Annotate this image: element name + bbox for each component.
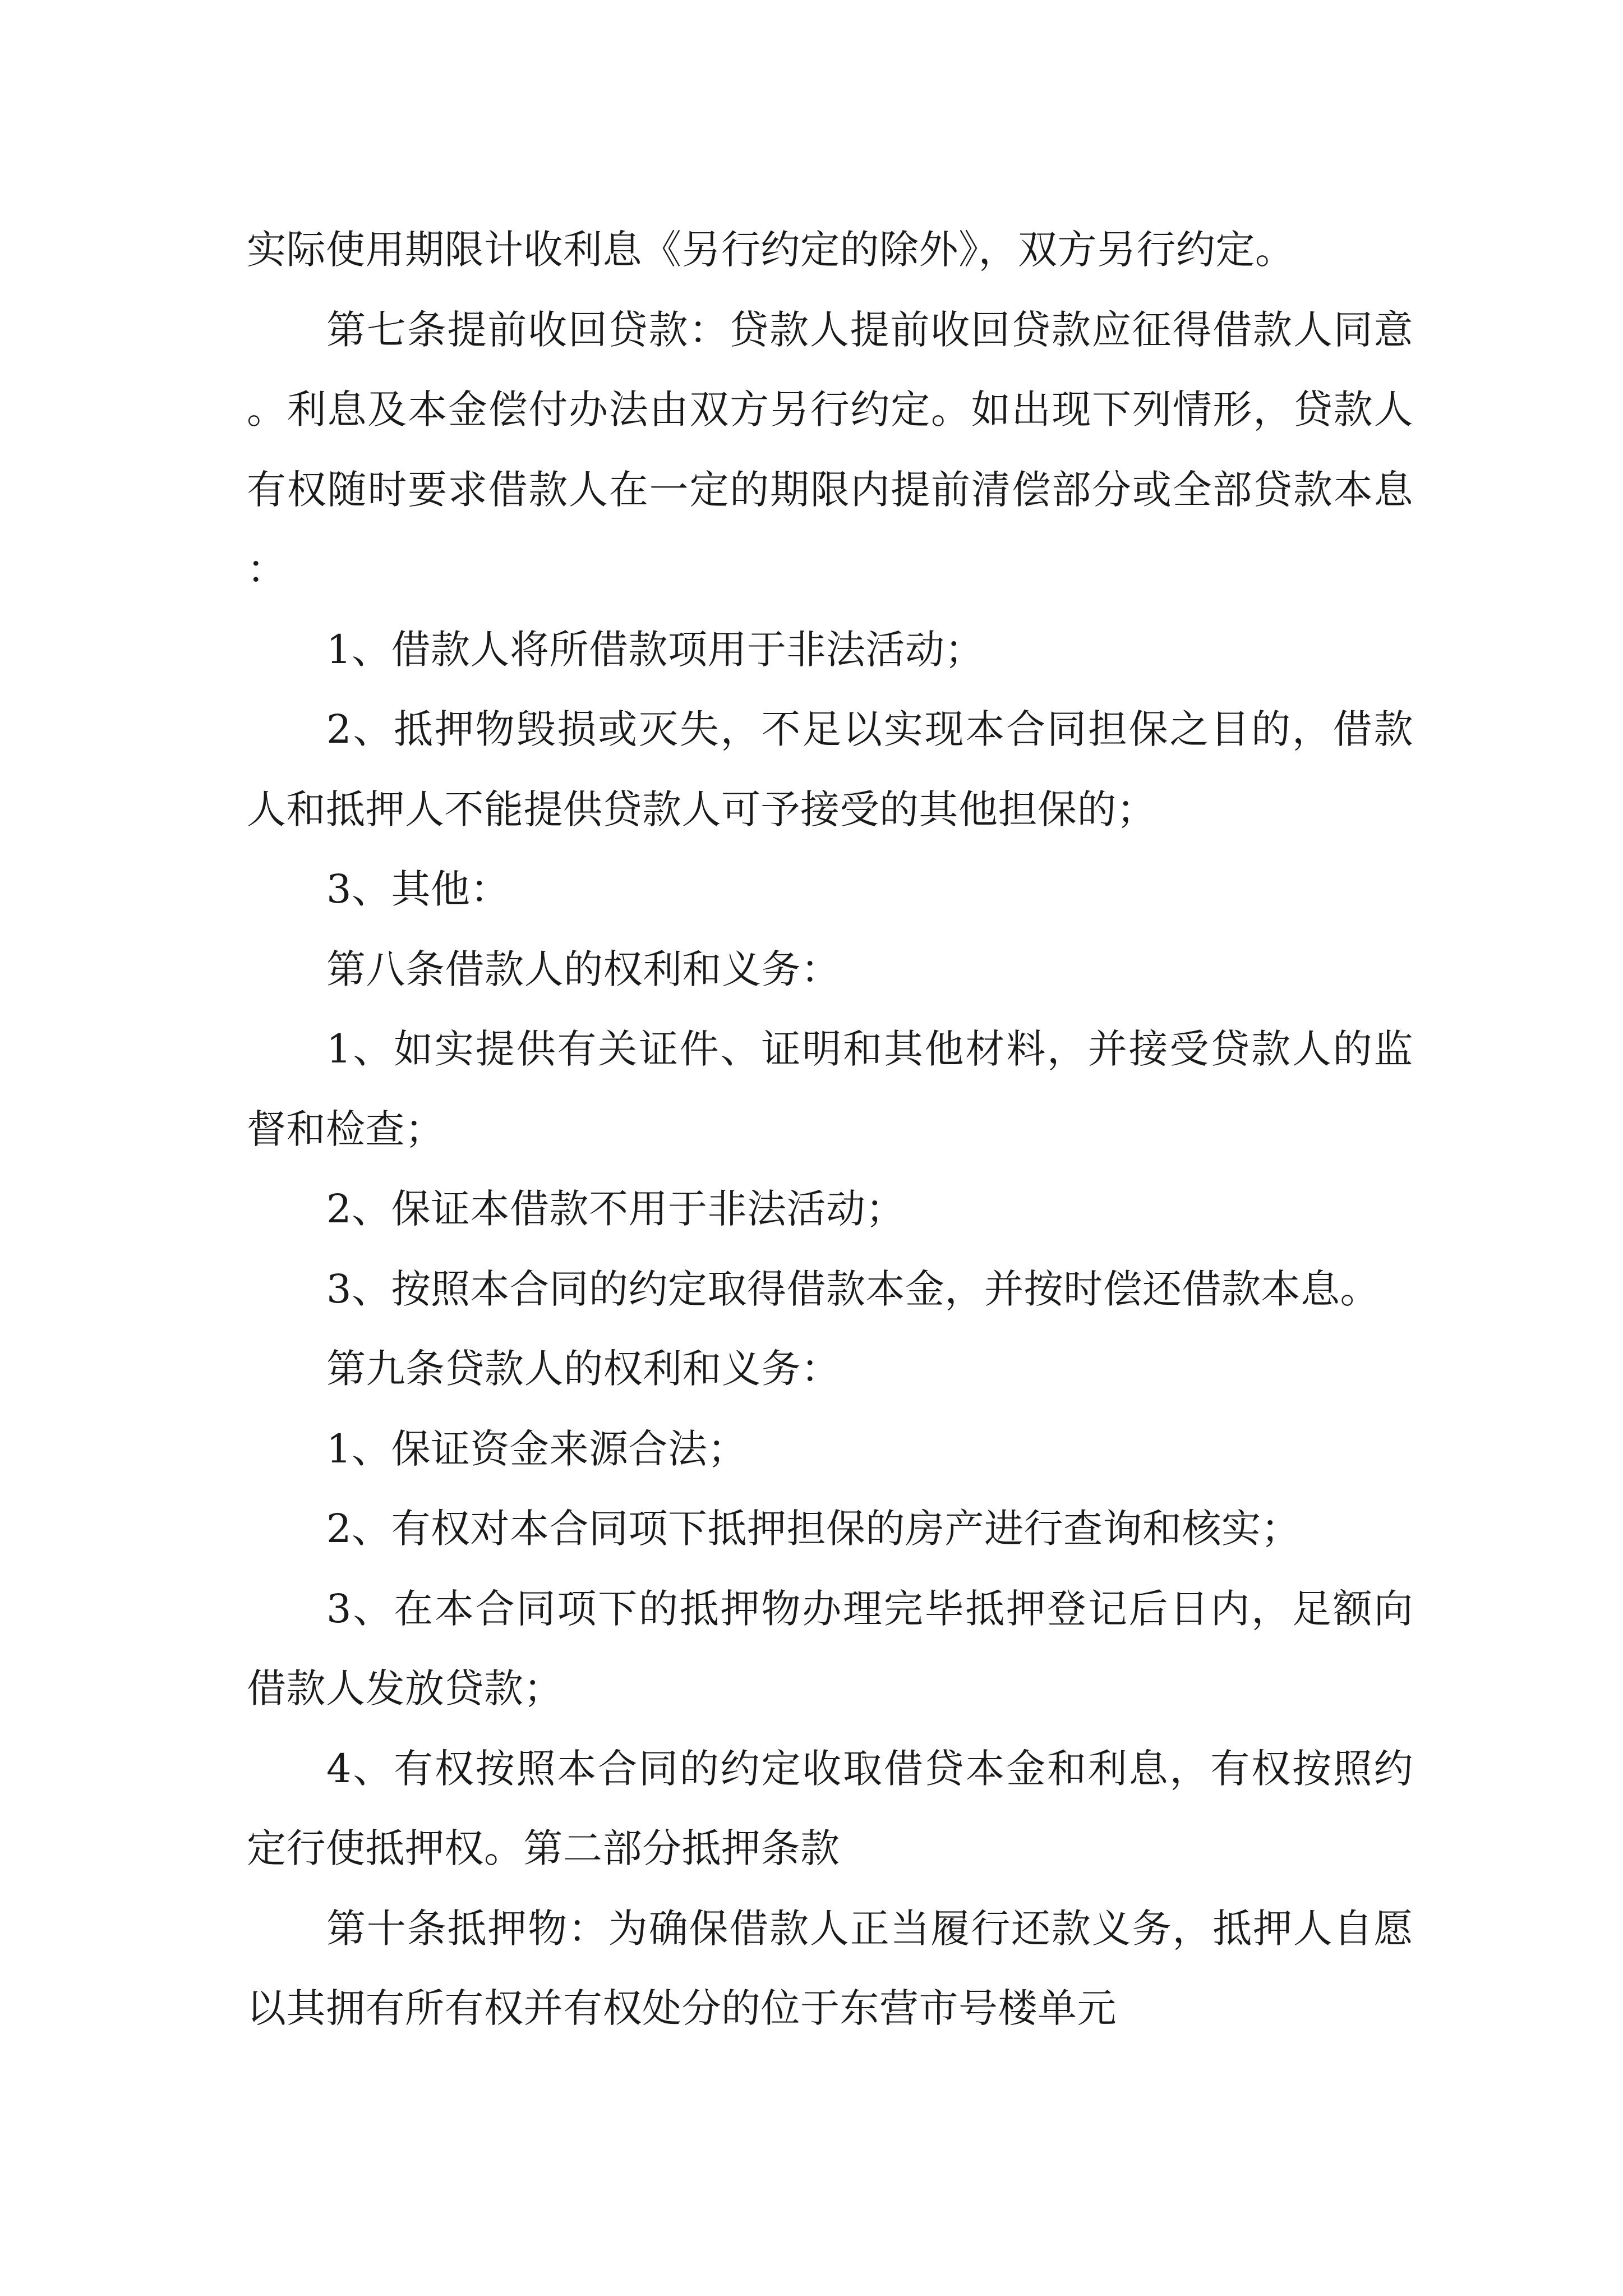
paragraph-article-9-item-3: 3、在本合同项下的抵押物办理完毕抵押登记后日内，足额向借款人发放贷款； [247, 1585, 1413, 1711]
paragraph-article-9-heading: 第九条贷款人的权利和义务： [326, 1346, 841, 1392]
paragraph-article-10-collateral: 第十条抵押物：为确保借款人正当履行还款义务，抵押人自愿以其拥有所有权并有权处分的位于东营市号楼单元 [247, 1905, 1413, 2031]
paragraph-article-7-early-recall: 第七条提前收回贷款：贷款人提前收回贷款应征得借款人同意。利息及本金偿付办法由双方另行约定。如出现下列情形，贷款人有权随时要求借款人在一定的期限内提前清偿部分或全部贷款本息： [247, 306, 1413, 592]
paragraph-article-9-item-2: 2、有权对本合同项下抵押担保的房产进行查询和核实； [326, 1506, 1301, 1552]
paragraph-article-8-heading: 第八条借款人的权利和义务： [326, 946, 841, 992]
document-body [247, 210, 1413, 2049]
paragraph-article-8-item-2: 2、保证本借款不用于非法活动； [326, 1186, 906, 1232]
paragraph-article-9-item-1: 1、保证资金来源合法； [326, 1425, 748, 1472]
paragraph-article-7-item-3: 3、其他： [326, 866, 510, 912]
paragraph-article-7-item-1: 1、借款人将所借款项用于非法活动； [326, 626, 985, 673]
paragraph-interest-continuation: 实际使用期限计收利息《另行约定的除外》，双方另行约定。 [247, 227, 1295, 273]
paragraph-article-8-item-1: 1、如实提供有关证件、证明和其他材料，并接受贷款人的监督和检查； [247, 1026, 1413, 1152]
paragraph-article-7-item-2: 2、抵押物毁损或灭失，不足以实现本合同担保之目的，借款人和抵押人不能提供贷款人可予接受的其他担保的； [247, 706, 1413, 832]
paragraph-article-8-item-3: 3、按照本合同的约定取得借款本金，并按时偿还借款本息。 [326, 1266, 1380, 1312]
paragraph-article-9-item-4: 4、有权按照本合同的约定收取借贷本金和利息，有权按照约定行使抵押权。第二部分抵押条款 [247, 1745, 1413, 1871]
